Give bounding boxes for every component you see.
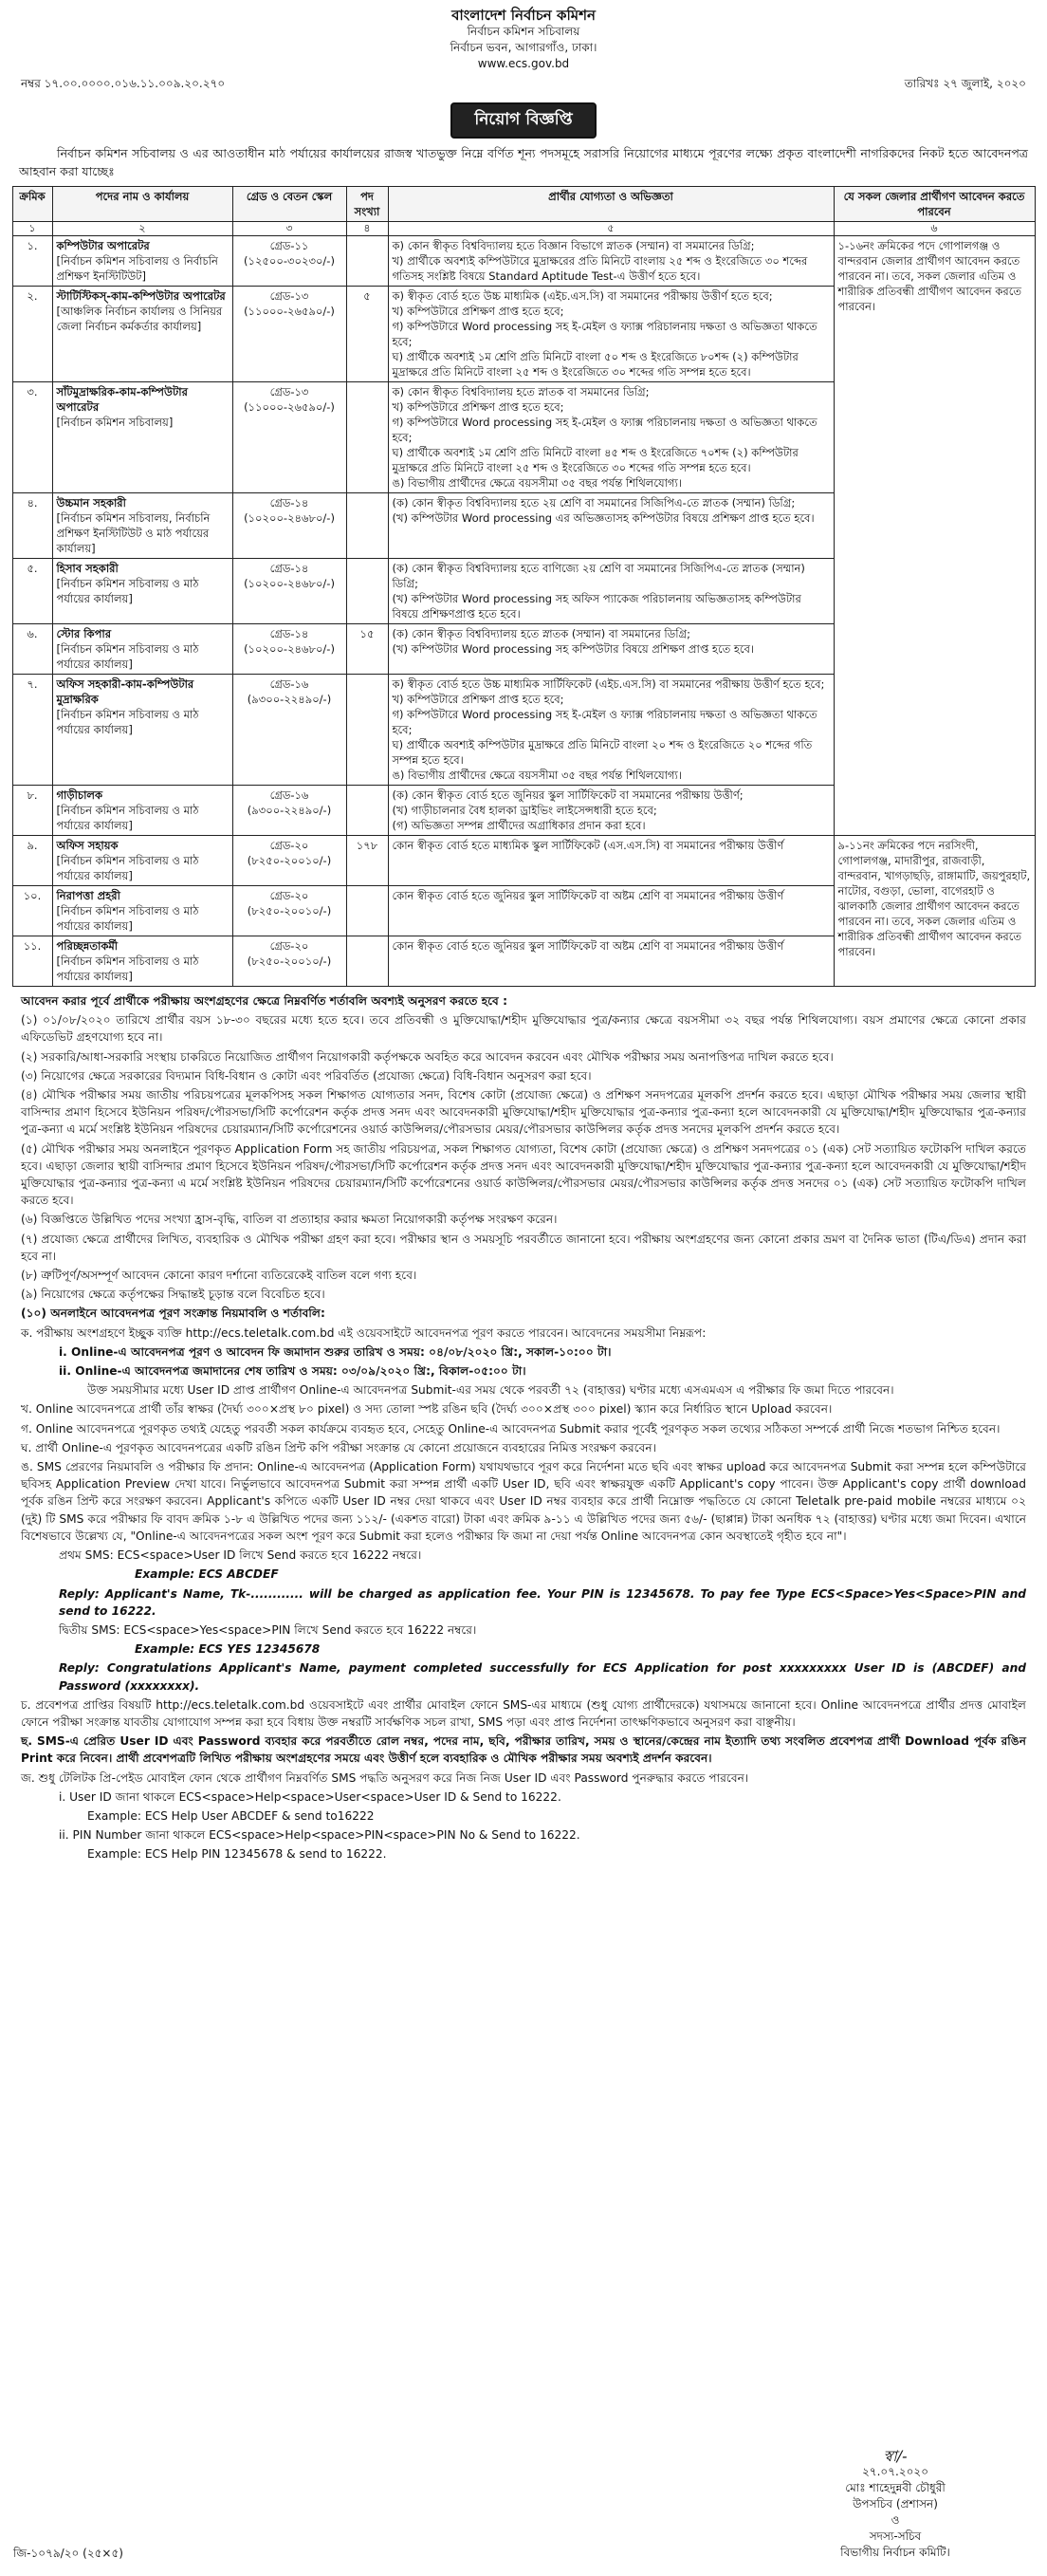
serial-cell: ৫.	[12, 559, 52, 624]
qualification-line: ঙ) বিভাগীয় প্রার্থীদের ক্ষেত্রে বয়সসীমা ৩৫ বছর পর্যন্ত শিথিলযোগ্য।	[392, 769, 682, 782]
post-office: [নির্বাচন কমিশন সচিবালয় ও মাঠ পর্যায়ের কার্যালয়]	[56, 708, 199, 736]
online-uma: ঙ. SMS প্রেরণের নিয়মাবলি ও পরীক্ষার ফি প্রদান: Online-এ আবেদনপত্র (Application Form) যথাযথভাবে পূরণ করে নির্দেশনা মতে ছবি এবং স্বাক্ষর upload করে আবেদনপত্র Submit করা সম্পন্ন হলে কম্পিউটারে ছবিসহ Application Preview দেখা যাবে। নির্ভুলভাবে আবেদনপত্র Submit করা সম্পন্ন প্রার্থী একটি User ID, ছবি এবং স্বাক্ষরযুক্ত একটি Applicant's copy পাবেন। উক্ত Applicant's copy প্রার্থী download পূর্বক রঙিন প্রিন্ট করে সংরক্ষণ করবেন। Applicant's কপিতে একটি User ID নম্বর দেয়া থাকবে এবং User ID নম্বর ব্যবহার করে প্রার্থী নিম্নোক্ত পদ্ধতিতে যে কোনো Teletalk pre-paid mobile নম্বরের মাধ্যমে ০২ (দুই) টি SMS করে পরীক্ষার ফি বাবদ ক্রমিক ১-৮ এ উল্লিখিত পদের জন্য ১১২/- (একশত বারো) টাকা এবং ক্রমিক ৯-১১ এ উল্লিখিত পদের জন্য ৫৬/- (ছাপ্পান্ন) টাকা অনধিক ৭২ (বাহাত্তর) ঘণ্টার মধ্যে জমা দিবেন। এখানে বিশেষভাবে উল্লেখ্য যে, "Online-এ আবেদনপত্রের সকল অংশ পূরণ করে Submit করা হলেও পরীক্ষার ফি জমা না দেয়া পর্যন্ত Online আবেদনপত্র কোন অবস্থাতেই গৃহীত হবে না"।	[21, 1460, 1026, 1543]
post-count-cell	[346, 559, 388, 624]
post-name: উচ্চমান সহকারী	[56, 496, 126, 510]
post-count-cell	[346, 936, 388, 987]
qualification-cell	[388, 236, 834, 287]
qualification-line: গ) কম্পিউটারে Word processing সহ ই-মেইল ও ফ্যাক্স পরিচালনায় দক্ষতা ও অভিজ্ঞতা থাকতে হবে;	[392, 708, 817, 736]
col-header-post: পদের নাম ও কার্যালয়	[52, 187, 232, 222]
qualification-cell	[388, 493, 834, 559]
pay-scale: (১১০০০-২৬৫৯০/-)	[244, 400, 335, 414]
post-name: নিরাপত্তা প্রহরী	[56, 889, 120, 902]
qualification-line: গ) কম্পিউটারে Word processing সহ ই-মেইল ও ফ্যাক্স পরিচালনায় দক্ষতা ও অভিজ্ঞতা থাকতে হবে;	[392, 416, 817, 444]
grade-cell	[232, 493, 346, 559]
website-link[interactable]: www.ecs.gov.bd	[477, 57, 570, 70]
qualification-cell	[388, 287, 834, 382]
office-address: নির্বাচন ভবন, আগারগাঁও, ঢাকা।	[450, 41, 597, 54]
qualification-cell	[388, 624, 834, 675]
post-office: [নির্বাচন কমিশন সচিবালয় ও মাঠ পর্যায়ের কার্যালয়]	[56, 577, 199, 605]
post-count-cell	[346, 382, 388, 493]
qualification-line: (ক) কোন স্বীকৃত বিশ্ববিদ্যালয় হতে ২য় শ্রেণি বা সমমানের সিজিপিএ-তে স্নাতক (সম্মান) ডিগ্রি;	[392, 496, 796, 510]
qualification-line: ঘ) প্রার্থীকে অবশ্যই ১ম শ্রেণি প্রতি মিনিটে বাংলা ৪৫ শব্দ ও ইংরেজিতে ৭০শব্দ (২) কম্পিউটার মুদ্রাক্ষরে প্রতি মিনিটে বাংলা ২৫ শব্দ ও ইংরেজিতে ৩০ শব্দের গতি সম্পন্ন হতে হবে।	[392, 446, 799, 474]
pay-scale: (১১০০০-২৬৫৯০/-)	[244, 305, 335, 318]
notice-title: নিয়োগ বিজ্ঞপ্তি	[450, 102, 597, 139]
qualification-line: (খ) কম্পিউটার Word processing এর অভিজ্ঞতাসহ কম্পিউটার বিষয়ে প্রশিক্ষণ প্রাপ্ত হতে হবে।	[392, 511, 815, 525]
signatory-committee: বিভাগীয় নির্বাচন কমিটি।	[840, 2546, 950, 2559]
pay-scale: (১২৫০০-৩০২৩০/-)	[244, 254, 335, 268]
qualification-line: কোন স্বীকৃত বোর্ড হতে জুনিয়র স্কুল সার্টিফিকেট বা অষ্টম শ্রেণি বা সমমানের পরীক্ষায় উত্তীর্ণ	[392, 889, 784, 902]
qualification-line: ঘ) প্রার্থীকে অবশ্যই ১ম শ্রেণি প্রতি মিনিটে বাংলা ৫০ শব্দ ও ইংরেজিতে ৮০শব্দ (২) কম্পিউটার মুদ্রাক্ষরে প্রতি মিনিটে বাংলা ২৫ শব্দ ও ইংরেজিতে ৩০ শব্দের গতি সম্পন্ন হতে হবে।	[392, 350, 799, 379]
condition-item: (৮) ত্রুটিপূর্ণ/অসম্পূর্ণ আবেদন কোনো কারণ দর্শানো ব্যতিরেকেই বাতিল বলে গণ্য হবে।	[21, 1269, 417, 1283]
condition-item: (৪) মৌখিক পরীক্ষার সময় জাতীয় পরিচয়পত্রের মূলকপিসহ সকল শিক্ষাগত যোগ্যতার সনদ, বিশেষ কোটা (প্রযোজ্য ক্ষেত্রে) ও প্রশিক্ষণ সনদপত্রের মূলকপি প্রদর্শন করতে হবে। এছাড়া মৌখিক পরীক্ষার সময় জেলার স্থায়ী বাসিন্দার প্রমাণ হিসেবে ইউনিয়ন পরিষদ/পৌরসভা/সিটি কর্পোরেশন কর্তৃক প্রদত্ত সনদ এবং আবেদনকারী মুক্তিযোদ্ধা/শহীদ মুক্তিযোদ্ধার পুত্র-কন্যার পুত্র-কন্যা হলে আবেদনকারী যে মুক্তিযোদ্ধা/শহীদ মুক্তিযোদ্ধার পুত্র-কন্যার পুত্র-কন্যা এ মর্মে সংশ্লিষ্ট ইউনিয়ন পরিষদের চেয়ারম্যান/সিটি কর্পোরেশনের ওয়ার্ড কাউন্সিলর/পৌরসভার মেয়র/পৌরসভার কাউন্সিলর কর্তৃক প্রদত্ত সনদের মূলকপি প্রদর্শন করতে হবে।	[21, 1088, 1026, 1137]
col-number: ৬	[834, 222, 1035, 236]
qualification-cell	[388, 886, 834, 936]
serial-cell: ৩.	[12, 382, 52, 493]
qualification-line: কোন স্বীকৃত বোর্ড হতে জুনিয়র স্কুল সার্টিফিকেট বা অষ্টম শ্রেণি বা সমমানের পরীক্ষায় উত্তীর্ণ	[392, 939, 784, 953]
post-name: অফিস সহায়ক	[56, 839, 119, 852]
recover-pin: ii. PIN Number জানা থাকলে ECS<space>Help<space>PIN<space>PIN No & Send to 16222.	[59, 1828, 580, 1843]
qualification-line: (খ) কম্পিউটার Word processing সহ অফিস প্যাকেজ পরিচালনায় অভিজ্ঞতাসহ কম্পিউটার বিষয়ে প্রশিক্ষণপ্রাপ্ত হতে হবে।	[392, 592, 801, 621]
grade-label: গ্রেড-১৪	[269, 562, 309, 575]
sms-first: প্রথম SMS: ECS<space>User ID লিখে Send করতে হবে 16222 নম্বরে।	[59, 1548, 422, 1563]
online-ga: গ. Online আবেদনপত্রে পূরণকৃত তথ্যই যেহেতু পরবর্তী সকল কার্যক্রমে ব্যবহৃত হবে, সেহেতু Online-এ আবেদনপত্র Submit করার পূর্বেই পূরণকৃত সকল তথ্যের সঠিকতা সম্পর্কে প্রার্থী নিজে শতভাগ নিশ্চিত হবেন।	[21, 1421, 1001, 1436]
qualification-line: খ) প্রার্থীকে অবশ্যই কম্পিউটারে মুদ্রাক্ষরের প্রতি মিনিটে বাংলায় ২৫ শব্দ ও ইংরেজিতে ৩০ শব্দের গতিসহ সংশ্লিষ্ট বিষয়ে Standard Aptitude Test-এ উত্তীর্ণ হতে হবে।	[392, 254, 808, 283]
post-cell	[52, 936, 232, 987]
qualification-line: খ) কম্পিউটারে প্রশিক্ষণ প্রাপ্ত হতে হবে;	[392, 400, 564, 414]
qualification-line: গ) কম্পিউটারে Word processing সহ ই-মেইল ও ফ্যাক্স পরিচালনায় দক্ষতা ও অভিজ্ঞতা থাকতে হবে;	[392, 320, 817, 348]
memo-date: তারিখঃ ২৭ জুলাই, ২০২০	[904, 77, 1026, 90]
post-count-cell	[346, 236, 388, 287]
post-count-cell	[346, 786, 388, 836]
online-gha: ঘ. প্রার্থী Online-এ পূরণকৃত আবেদনপত্রের একটি রঙিন প্রিন্ট কপি পরীক্ষা সংক্রান্ত যে কোনো প্রয়োজনে ব্যবহারের নিমিত্ত সংরক্ষণ করবেন।	[21, 1440, 657, 1455]
post-count-cell	[346, 886, 388, 936]
qualification-cell	[388, 559, 834, 624]
serial-cell: ১.	[12, 236, 52, 287]
qualification-line: ঙ) বিভাগীয় প্রার্থীদের ক্ষেত্রে বয়সসীমা ৩৫ বছর পর্যন্ত শিথিলযোগ্য।	[392, 476, 682, 490]
post-office: [নির্বাচন কমিশন সচিবালয় ও মাঠ পর্যায়ের কার্যালয়]	[56, 854, 199, 882]
qualification-cell	[388, 786, 834, 836]
table-header-row	[12, 187, 1035, 222]
grade-cell	[232, 382, 346, 493]
pay-scale: (১০২০০-২৪৬৮০/-)	[244, 577, 335, 590]
pay-scale: (৮২৫০-২০০১০/-)	[247, 904, 332, 917]
column-number-row	[12, 222, 1035, 236]
grade-cell	[232, 624, 346, 675]
grade-cell	[232, 559, 346, 624]
qualification-cell	[388, 382, 834, 493]
grade-label: গ্রেড-২০	[269, 839, 309, 852]
signatory-designation: উপসচিব (প্রশাসন)	[853, 2497, 938, 2511]
col-number: ৫	[388, 222, 834, 236]
qualification-line: (গ) অভিজ্ঞতা সম্পন্ন প্রার্থীদের অগ্রাধিকার প্রদান করা হবে।	[392, 819, 646, 832]
serial-cell: ১০.	[12, 886, 52, 936]
org-name: বাংলাদেশ নির্বাচন কমিশন	[451, 7, 596, 24]
grade-label: গ্রেড-২০	[269, 889, 309, 902]
post-cell	[52, 287, 232, 382]
post-name: পরিচ্ছন্নতাকর্মী	[56, 939, 119, 953]
serial-cell: ১১.	[12, 936, 52, 987]
online-chha: ছ. SMS-এ প্রেরিত User ID এবং Password ব্যবহার করে পরবর্তীতে রোল নম্বর, পদের নাম, ছবি, পরীক্ষার তারিখ, সময় ও স্থানের/কেন্দ্রের নাম ইত্যাদি তথ্য সংবলিত প্রবেশপত্র প্রার্থী Download পূর্বক রঙিন Print করে নিবেন। প্রার্থী প্রবেশপত্রটি লিখিত পরীক্ষায় অংশগ্রহণের সময়ে এবং উত্তীর্ণ হলে ব্যবহারিক ও মৌখিক পরীক্ষার সময় অবশ্যই প্রদর্শন করবেন।	[21, 1734, 1026, 1766]
grade-cell	[232, 836, 346, 886]
online-ja: জ. শুধু টেলিটক প্রি-পেইড মোবাইল ফোন থেকে প্রার্থীগণ নিম্নবর্ণিত SMS পদ্ধতি অনুসরণ করে নিজ নিজ User ID এবং Password পুনরুদ্ধার করতে পারবেন।	[21, 1770, 749, 1785]
post-count-cell: ১৭৮	[346, 836, 388, 886]
condition-item: (১) ০১/০৮/২০২০ তারিখে প্রার্থীর বয়স ১৮-৩০ বছরের মধ্যে হতে হবে। তবে প্রতিবন্ধী ও মুক্তিযোদ্ধা/শহীদ মুক্তিযোদ্ধার পুত্র/কন্যার ক্ষেত্রে বয়সসীমা ৩২ বছর পর্যন্ত শিথিলযোগ্য। বয়স প্রমাণের ক্ষেত্রে কোনো প্রকার এফিডেভিট গ্রহণযোগ্য হবে না।	[21, 1013, 1026, 1045]
post-office: [নির্বাচন কমিশন সচিবালয় ও নির্বাচনি প্রশিক্ষণ ইনস্টিটিউট]	[56, 254, 218, 283]
sms-example-1: Example: ECS ABCDEF	[135, 1567, 279, 1582]
districts-cell: ১-১৬নং ক্রমিকের পদে গোপালগঞ্জ ও বান্দরবান জেলার প্রার্থীগণ আবেদন করতে পারবেন না। তবে, সকল জেলার এতিম ও শারীরিক প্রতিবন্ধী প্রার্থীগণ আবেদন করতে পারবেন।	[834, 236, 1035, 836]
grade-cell	[232, 236, 346, 287]
letterhead	[11, 0, 1036, 72]
post-office: [আঞ্চলিক নির্বাচন কার্যালয় ও সিনিয়র জেলা নির্বাচন কর্মকর্তার কার্যালয়]	[56, 305, 223, 333]
qualification-line: (খ) কম্পিউটার Word processing সহ কম্পিউটার বিষয়ে প্রশিক্ষণ প্রাপ্ত হতে হবে।	[392, 642, 755, 656]
post-name: অফিস সহকারী-কাম-কম্পিউটার মুদ্রাক্ষরিক	[56, 677, 194, 706]
qualification-line: ক) স্বীকৃত বোর্ড হতে উচ্চ মাধ্যমিক (এইচ.এস.সি) বা সমমানের পরীক্ষায় উত্তীর্ণ হতে হবে;	[392, 289, 773, 303]
grade-label: গ্রেড-১৪	[269, 627, 309, 640]
serial-cell: ৪.	[12, 493, 52, 559]
qualification-line: (খ) গাড়ীচালনার বৈধ হালকা ড্রাইভিং লাইসেন্সধারী হতে হবে;	[392, 804, 657, 817]
conditions-section	[21, 992, 1026, 1323]
grade-label: গ্রেড-১১	[269, 239, 309, 252]
post-cell	[52, 624, 232, 675]
posts-table	[12, 186, 1036, 987]
serial-cell: ৬.	[12, 624, 52, 675]
qualification-line: (ক) কোন স্বীকৃত বিশ্ববিদ্যালয় হতে স্নাতক (সম্মান) বা সমমানের ডিগ্রি;	[392, 627, 690, 640]
condition-item: (৭) প্রযোজ্য ক্ষেত্রে প্রার্থীদের লিখিত, ব্যবহারিক ও মৌখিক পরীক্ষা গ্রহণ করা হবে। পরীক্ষার স্থান ও সময়সূচি পরবর্তীতে জানানো হবে। পরীক্ষায় অংশগ্রহণের জন্য কোনো প্রকার ভ্রমণ বা দৈনিক ভাতা (টিএ/ডিএ) প্রদান করা হবে না।	[21, 1232, 1026, 1263]
qualification-line: খ) কম্পিউটারে প্রশিক্ষণ প্রাপ্ত হতে হবে;	[392, 305, 564, 318]
grade-label: গ্রেড-১৪	[269, 496, 309, 510]
post-count-cell: ১৫	[346, 624, 388, 675]
serial-cell: ৯.	[12, 836, 52, 886]
qualification-line: ক) স্বীকৃত বোর্ড হতে উচ্চ মাধ্যমিক সার্টিফিকেট (এইচ.এস.সি) বা সমমানের পরীক্ষায় উত্তীর্ণ হতে হবে;	[392, 677, 825, 691]
col-number: ৪	[346, 222, 388, 236]
post-cell	[52, 236, 232, 287]
table-row	[12, 236, 1035, 287]
online-application-section	[21, 1325, 1026, 1863]
sms-reply-2: Reply: Congratulations Applicant's Name, payment completed successfully for ECS Application for post xxxxxxxxx User ID is (ABCDEF) and Password (xxxxxxxx).	[59, 1661, 1026, 1693]
condition-item: (৩) নিয়োগের ক্ষেত্রে সরকারের বিদ্যমান বিধি-বিধান ও কোটা এবং পরিবর্তিত (প্রযোজ্য ক্ষেত্রে) বিধি-বিধান অনুসরণ করা হবে।	[21, 1068, 592, 1083]
signatory-and: ও	[891, 2513, 900, 2527]
sms-reply-1: Reply: Applicant's Name, Tk-............ will be charged as application fee. Your PIN is 12345678. To pay fee Type ECS<Space>Yes<Space>PIN and send to 16222.	[59, 1586, 1026, 1618]
post-name: সাঁটমুদ্রাক্ষরিক-কাম-কম্পিউটার অপারেটর	[56, 385, 188, 414]
signature-mark: স্বা/-	[883, 2447, 908, 2465]
posts-table-body	[12, 236, 1035, 987]
qualification-cell	[388, 936, 834, 987]
condition-item: (৯) নিয়োগের ক্ষেত্রে কর্তৃপক্ষের সিদ্ধান্তই চূড়ান্ত বলে বিবেচিত হবে।	[21, 1288, 325, 1302]
post-office: [নির্বাচন কমিশন সচিবালয় ও মাঠ পর্যায়ের কার্যালয়]	[56, 954, 199, 983]
serial-cell: ৭.	[12, 675, 52, 786]
qualification-line: (ক) কোন স্বীকৃত বিশ্ববিদ্যালয় হতে বাণিজ্যে ২য় শ্রেণি বা সমমানের সিজিপিএ-তে স্নাতক (সম্মান) ডিগ্রি;	[392, 562, 805, 590]
signature-block	[791, 2448, 1000, 2561]
col-header-count: পদ সংখ্যা	[346, 187, 388, 222]
recover-user-id: i. User ID জানা থাকলে ECS<space>Help<space>User<space>User ID & Send to 16222.	[59, 1789, 561, 1804]
qualification-line: কোন স্বীকৃত বোর্ড হতে মাধ্যমিক স্কুল সার্টিফিকেট (এস.এস.সি) বা সমমানের পরীক্ষায় উত্তীর্ণ	[392, 839, 784, 852]
signature-date: ২৭.০৭.২০২০	[861, 2465, 929, 2478]
pay-scale: (১০২০০-২৪৬৮০/-)	[244, 511, 335, 525]
post-count-cell	[346, 675, 388, 786]
grade-label: গ্রেড-১৩	[269, 385, 309, 398]
post-cell	[52, 382, 232, 493]
pay-scale: (১০২০০-২৪৬৮০/-)	[244, 642, 335, 656]
post-name: হিসাব সহকারী	[56, 562, 119, 575]
grade-cell	[232, 886, 346, 936]
grade-label: গ্রেড-১৩	[269, 289, 309, 303]
memo-number: নম্বর ১৭.০০.০০০০.০১৬.১১.০০৯.২০.২৭০	[21, 77, 226, 90]
qualification-line: ক) কোন স্বীকৃত বিশ্ববিদ্যালয় হতে বিজ্ঞান বিভাগে স্নাতক (সম্মান) বা সমমানের ডিগ্রি;	[392, 239, 755, 252]
conditions-lead: আবেদন করার পূর্বে প্রার্থীকে পরীক্ষায় অংশগ্রহণের ক্ষেত্রে নিম্নবর্ণিত শর্তাবলি অবশ্যই অনুসরণ করতে হবে :	[21, 994, 507, 1008]
serial-cell: ৮.	[12, 786, 52, 836]
post-cell	[52, 886, 232, 936]
post-office: [নির্বাচন কমিশন সচিবালয়]	[56, 416, 174, 429]
online-end-date: ii. Online-এ আবেদনপত্র জমাদানের শেষ তারিখ ও সময়: ০৩/০৯/২০২০ খ্রি:, বিকাল-০৫:০০ টা।	[59, 1364, 526, 1379]
condition-item: (৫) মৌখিক পরীক্ষার সময় অনলাইনে পূরণকৃত Application Form সহ জাতীয় পরিচয়পত্র, সকল শিক্ষাগত যোগ্যতা, বিশেষ কোটা (প্রযোজ্য ক্ষেত্রে) ও প্রশিক্ষণ সনদপত্রের ০১ (এক) সেট সত্যায়িত ফটোকপি দাখিল করতে হবে। এছাড়া জেলার স্থায়ী বাসিন্দার প্রমাণ হিসেবে ইউনিয়ন পরিষদ/পৌরসভা/সিটি কর্পোরেশন কর্তৃক প্রদত্ত সনদ এবং আবেদনকারী মুক্তিযোদ্ধা/শহীদ মুক্তিযোদ্ধার পুত্র-কন্যার পুত্র-কন্যা হলে আবেদনকারী যে মুক্তিযোদ্ধা/শহীদ মুক্তিযোদ্ধার পুত্র-কন্যার পুত্র-কন্যা এ মর্মে সংশ্লিষ্ট ইউনিয়ন পরিষদের চেয়ারম্যান/সিটি কর্পোরেশনের ওয়ার্ড কাউন্সিলর/পৌরসভার মেয়র/পৌরসভার কাউন্সিলর কর্তৃক প্রদত্ত সনদের ০১ (এক) সেট সত্যায়িত ফটোকপি দাখিল করতে হবে।	[21, 1141, 1026, 1208]
col-header-grade: গ্রেড ও বেতন স্কেল	[232, 187, 346, 222]
post-name: স্টাটিস্টিকস্-কাম-কম্পিউটার অপারেটর	[56, 289, 226, 303]
post-count-cell: ৫	[346, 287, 388, 382]
condition-item: (৬) বিজ্ঞপ্তিতে উল্লিখিত পদের সংখ্যা হ্রাস-বৃদ্ধি, বাতিল বা প্রত্যাহার করার ক্ষমতা নিয়োগকারী কর্তৃপক্ষ সংরক্ষণ করেন।	[21, 1213, 558, 1227]
post-name: গাড়ীচালক	[56, 788, 103, 802]
grade-cell	[232, 287, 346, 382]
condition-item: (১০) অনলাইনে আবেদনপত্র পূরণ সংক্রান্ত নিয়মাবলি ও শর্তাবলি:	[21, 1307, 325, 1321]
qualification-line: ঘ) প্রার্থীকে অবশ্যই কম্পিউটার মুদ্রাক্ষরে প্রতি মিনিটে বাংলা ২০ শব্দ ও ইংরেজিতে ২০ শব্দের গতি সম্পন্ন হতে হবে।	[392, 738, 813, 767]
post-office: [নির্বাচন কমিশন সচিবালয় ও মাঠ পর্যায়ের কার্যালয়]	[56, 904, 199, 933]
qualification-cell	[388, 836, 834, 886]
pay-scale: (৯৩০০-২২৪৯০/-)	[247, 693, 332, 706]
qualification-line: (ক) কোন স্বীকৃত বোর্ড হতে জুনিয়র স্কুল সার্টিফিকেট বা সমমানের পরীক্ষায় উত্তীর্ণ;	[392, 788, 744, 802]
signatory-name: মোঃ শাহেদুন্নবী চৌধুরী	[845, 2481, 946, 2494]
post-cell	[52, 675, 232, 786]
districts-cell: ৯-১১নং ক্রমিকের পদে নরসিংদী, গোপালগঞ্জ, মাদারীপুর, রাজবাড়ী, বান্দরবান, খাগড়াছড়ি, রাঙ্গামাটি, জয়পুরহাট, নাটোর, বগুড়া, ভোলা, বাগেরহাট ও ঝালকাঠি জেলার প্রার্থীগণ আবেদন করতে পারবেন না। তবে, সকল জেলার এতিম ও শারীরিক প্রতিবন্ধী প্রার্থীগণ আবেদন করতে পারবেন।	[834, 836, 1035, 987]
online-start-date: i. Online-এ আবেদনপত্র পূরণ ও আবেদন ফি জমাদান শুরুর তারিখ ও সময়: ০৪/০৮/২০২০ খ্রি:, সকাল-১০:০০ টা।	[59, 1344, 612, 1359]
sms-second: দ্বিতীয় SMS: ECS<space>Yes<space>PIN লিখে Send করতে হবে 16222 নম্বরে।	[59, 1622, 477, 1637]
office-name: নির্বাচন কমিশন সচিবালয়	[467, 25, 580, 38]
grade-label: গ্রেড-১৬	[269, 677, 309, 691]
press-code: জি-১০৭৯/২০ (২৫×৫)	[13, 2547, 123, 2560]
grade-cell	[232, 786, 346, 836]
post-count-cell	[346, 493, 388, 559]
post-cell	[52, 836, 232, 886]
intro-paragraph: নির্বাচন কমিশন সচিবালয় ও এর আওতাধীন মাঠ পর্যায়ের কার্যালয়ের রাজস্ব খাতভুক্ত নিম্নে বর্ণিত শূন্য পদসমূহে সরাসরি নিয়োগের মাধ্যমে পূরণের লক্ষ্যে প্রকৃত বাংলাদেশী নাগরিকদের নিকট হতে আবেদনপত্র আহবান করা যাচ্ছেঃ	[19, 146, 1028, 178]
online-kha: খ. Online আবেদনপত্রে প্রার্থী তাঁর স্বাক্ষর (দৈর্ঘ্য ৩০০×প্রস্থ ৮০ pixel) ও সদ্য তোলা স্পষ্ট রঙিন ছবি (দৈর্ঘ্য ৩০০×প্রস্থ ৩০০ pixel) স্ক্যান করে নির্ধারিত স্থানে Upload করবেন।	[21, 1402, 833, 1417]
post-office: [নির্বাচন কমিশন সচিবালয় ও মাঠ পর্যায়ের কার্যালয়]	[56, 642, 199, 671]
online-ka: ক. পরীক্ষায় অংশগ্রহণে ইচ্ছুক ব্যক্তি http://ecs.teletalk.com.bd এই ওয়েবসাইটে আবেদনপত্র পূরণ করতে পারবেন। আবেদনের সময়সীমা নিম্নরূপ:	[21, 1325, 707, 1340]
pay-scale: (৯৩০০-২২৪৯০/-)	[247, 804, 332, 817]
grade-label: গ্রেড-২০	[269, 939, 309, 953]
recover-user-id-example: Example: ECS Help User ABCDEF & send to16222	[87, 1808, 375, 1823]
signatory-role: সদস্য-সচিব	[869, 2530, 922, 2543]
grade-cell	[232, 936, 346, 987]
sms-example-2: Example: ECS YES 12345678	[135, 1642, 321, 1657]
post-cell	[52, 493, 232, 559]
col-number: ২	[52, 222, 232, 236]
qualification-line: ক) কোন স্বীকৃত বিশ্ববিদ্যালয় হতে স্নাতক বা সমমানের ডিগ্রি;	[392, 385, 650, 398]
post-cell	[52, 786, 232, 836]
post-name: স্টোর কিপার	[56, 627, 112, 640]
post-cell	[52, 559, 232, 624]
post-name: কম্পিউটার অপারেটর	[56, 239, 150, 252]
pay-scale: (৮২৫০-২০০১০/-)	[247, 854, 332, 867]
online-cha: চ. প্রবেশপত্র প্রাপ্তির বিষয়টি http://ecs.teletalk.com.bd ওয়েবসাইটে এবং প্রার্থীর মোবাইল ফোনে SMS-এর মাধ্যমে (শুধু যোগ্য প্রার্থীদেরকে) যথাসময়ে জানানো হবে। Online আবেদনপত্রে প্রার্থীর প্রদত্ত মোবাইল ফোনে পরীক্ষা সংক্রান্ত যাবতীয় যোগাযোগ সম্পন্ন করা হবে বিধায় উক্ত নম্বরটি সার্বক্ষণিক সচল রাখা, SMS পড়া এবং প্রাপ্ত নির্দেশনা তাৎক্ষণিকভাবে অনুসরণ করা বাঞ্ছনীয়।	[21, 1697, 1026, 1729]
col-number: ৩	[232, 222, 346, 236]
post-office: [নির্বাচন কমিশন সচিবালয়, নির্বাচনি প্রশিক্ষণ ইনস্টিটিউট ও মাঠ পর্যায়ের কার্যালয়]	[56, 511, 211, 555]
condition-item: (২) সরকারি/আধা-সরকারি সংস্থায় চাকরিতে নিয়োজিত প্রার্থীগণ নিয়োগকারী কর্তৃপক্ষকে অবহিত করে আবেদন করবেন এবং মৌখিক পরীক্ষার সময় অনাপত্তিপত্র দাখিল করতে হবে।	[21, 1049, 834, 1064]
qualification-line: খ) কম্পিউটারে প্রশিক্ষণ প্রাপ্ত হতে হবে;	[392, 693, 564, 706]
post-office: [নির্বাচন কমিশন সচিবালয় ও মাঠ পর্যায়ের কার্যালয়]	[56, 804, 199, 832]
reference-row	[11, 76, 1036, 95]
grade-cell	[232, 675, 346, 786]
online-deadline-note: উক্ত সময়সীমার মধ্যে User ID প্রাপ্ত প্রার্থীগণ Online-এ আবেদনপত্র Submit-এর সময় থেকে পরবর্তী ৭২ (বাহাত্তর) ঘণ্টার মধ্যে এসএমএস এ পরীক্ষার ফি জমা দিতে পারবেন।	[87, 1383, 894, 1398]
grade-label: গ্রেড-১৬	[269, 788, 309, 802]
recover-pin-example: Example: ECS Help PIN 12345678 & send to 16222.	[87, 1847, 387, 1862]
col-header-qualification: প্রার্থীর যোগ্যতা ও অভিজ্ঞতা	[388, 187, 834, 222]
table-row	[12, 836, 1035, 886]
pay-scale: (৮২৫০-২০০১০/-)	[247, 954, 332, 968]
qualification-cell	[388, 675, 834, 786]
col-header-serial: ক্রমিক	[12, 187, 52, 222]
col-number: ১	[12, 222, 52, 236]
serial-cell: ২.	[12, 287, 52, 382]
col-header-districts: যে সকল জেলার প্রার্থীগণ আবেদন করতে পারবেন	[834, 187, 1035, 222]
